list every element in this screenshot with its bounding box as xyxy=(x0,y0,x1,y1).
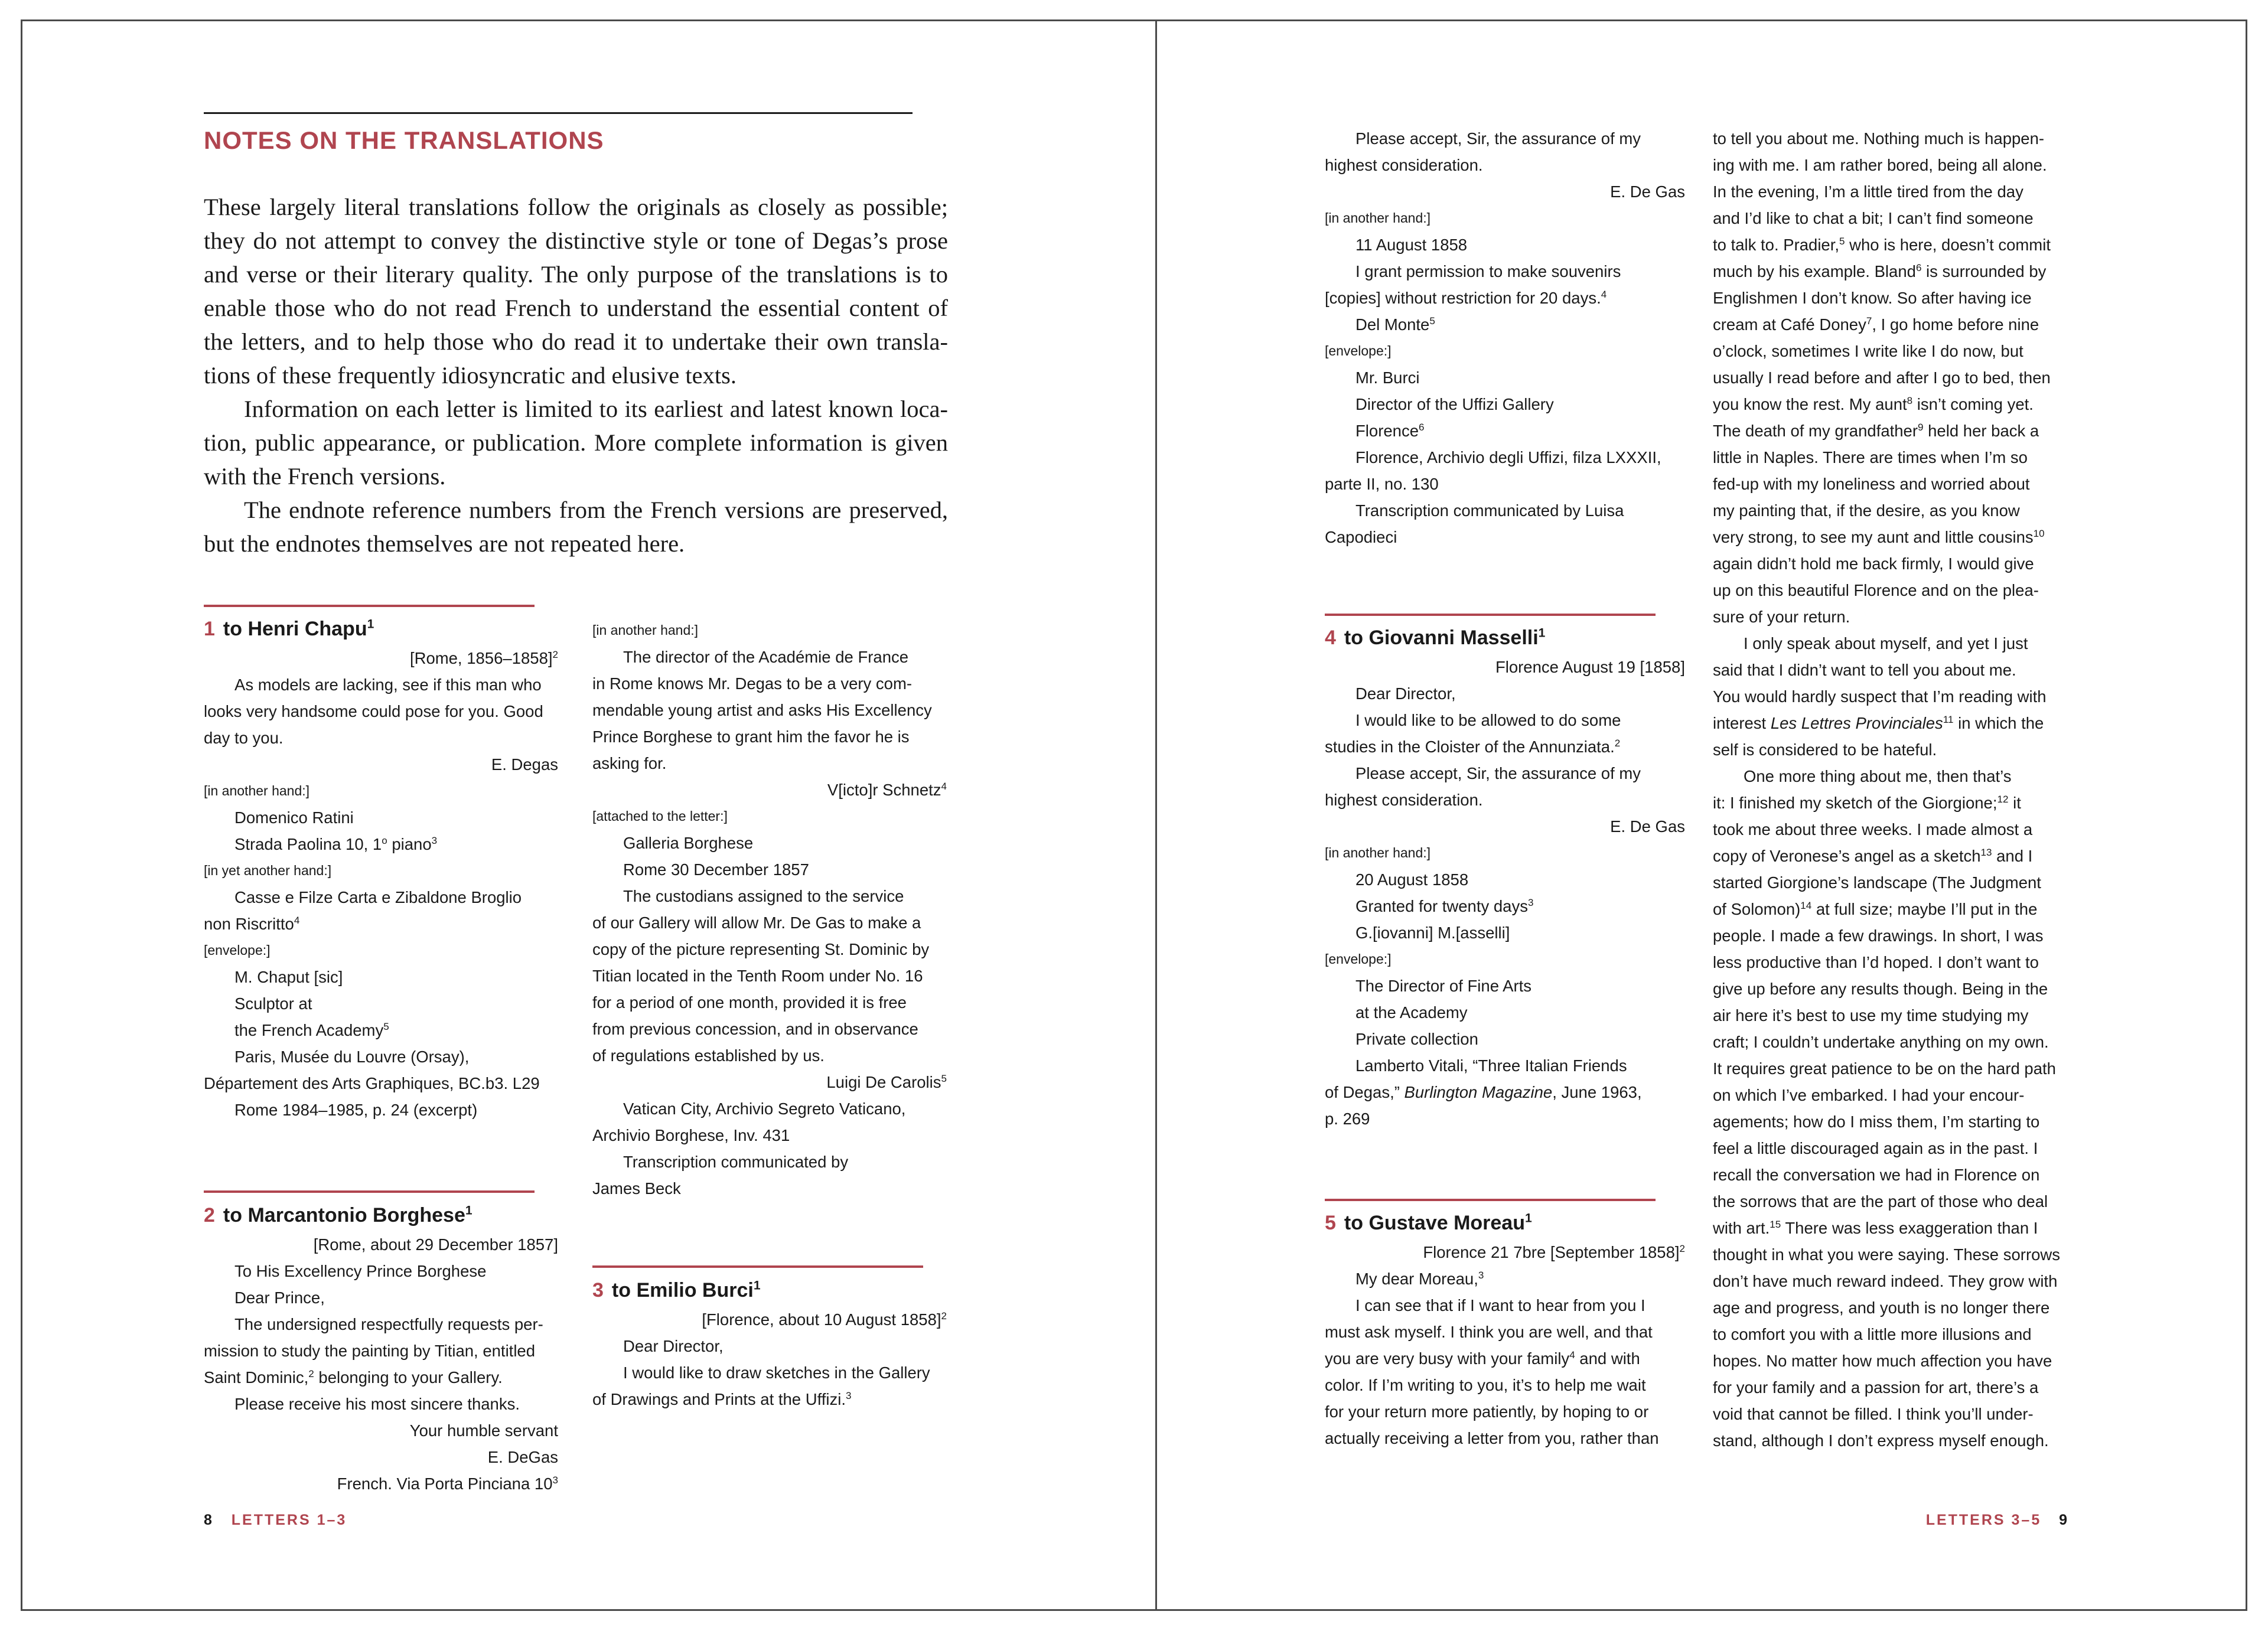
text-line: The custodians assigned to the service xyxy=(623,887,904,905)
text-line: to tell you about me. Nothing much is happen- xyxy=(1713,129,2045,148)
text-line xyxy=(1713,231,2079,258)
endnote-ref: 5 xyxy=(1839,235,1845,247)
text-line xyxy=(1325,311,1685,338)
letter-number: 3 xyxy=(592,1279,604,1301)
text-part: Saint Dominic, xyxy=(204,1368,309,1387)
text-line xyxy=(204,1364,558,1391)
endnote-ref: 12 xyxy=(1997,793,2009,805)
text-line: air here it’s best to use my time studying my xyxy=(1713,1006,2029,1025)
text-line xyxy=(1713,311,2079,338)
text-line: Rome 30 December 1857 xyxy=(623,860,809,879)
text-line: of regulations established by us. xyxy=(592,1046,825,1065)
text-line: James Beck xyxy=(592,1179,681,1198)
text-line: actually receiving a letter from you, rather than xyxy=(1325,1429,1659,1447)
gutter-divider xyxy=(1155,21,1157,1609)
text-line: don’t have much reward indeed. They grow with xyxy=(1713,1272,2058,1290)
text-part: you are very busy with your family xyxy=(1325,1349,1570,1368)
endnote-ref: 8 xyxy=(1907,394,1913,406)
left-footer xyxy=(204,1512,347,1529)
text-line: on which I’ve embarked. I had your encour- xyxy=(1713,1086,2025,1104)
text-part: isn’t coming yet. xyxy=(1912,395,2034,413)
text-line: Dear Director, xyxy=(1355,684,1456,703)
text-line: The director of the Académie de France xyxy=(623,648,909,666)
text-line xyxy=(204,831,558,857)
text-line: I can see that if I want to hear from you I xyxy=(1355,1296,1645,1314)
signature: E. De Gas xyxy=(1610,817,1685,836)
text-line: Please accept, Sir, the assurance of my xyxy=(1355,764,1641,782)
title-rule xyxy=(204,112,913,114)
letter-number: 5 xyxy=(1325,1212,1336,1234)
text-part: at full size; maybe I’ll put in the xyxy=(1811,900,2038,918)
text-line xyxy=(1713,391,2079,417)
text-line: 20 August 1858 xyxy=(1355,870,1469,889)
text-line: Private collection xyxy=(1355,1030,1478,1048)
endnote-ref: 15 xyxy=(1770,1218,1781,1230)
text-line xyxy=(1325,1079,1685,1105)
endnote-ref: 1 xyxy=(1525,1211,1532,1225)
text-line: self is considered to be hateful. xyxy=(1713,741,1937,759)
text-line: copy of the picture representing St. Dominic by xyxy=(592,940,930,958)
text-line: at the Academy xyxy=(1355,1003,1468,1022)
text-line: mission to study the painting by Titian, entitled xyxy=(204,1342,536,1360)
endnote-ref: 1 xyxy=(465,1203,472,1218)
text-part: Luigi De Carolis xyxy=(826,1073,941,1091)
text-line: again didn’t hold me back firmly, I would give xyxy=(1713,554,2034,573)
letter-date: [Rome, about 29 December 1857] xyxy=(313,1235,558,1254)
running-footer: LETTERS 3–5 xyxy=(1925,1512,2042,1528)
text-line: fed-up with my loneliness and worried about xyxy=(1713,475,2030,493)
text-line: recall the conversation we had in Florence on xyxy=(1713,1166,2040,1184)
text-line: Dear Director, xyxy=(623,1337,724,1355)
text-part: piano xyxy=(387,835,432,853)
signature: E. DeGas xyxy=(487,1448,558,1466)
text-part: it: I finished my sketch of the Giorgione; xyxy=(1713,794,1997,812)
text-part: [copies] without restriction for 20 days. xyxy=(1325,289,1601,307)
text-part: of Solomon) xyxy=(1713,900,1801,918)
page-number: 9 xyxy=(2059,1512,2069,1528)
letter-1-heading xyxy=(204,614,558,644)
text-line: In the evening, I’m a little tired from the day xyxy=(1713,182,2023,201)
text-line: in Rome knows Mr. Degas to be a very com- xyxy=(592,674,913,693)
text-line: Galleria Borghese xyxy=(623,834,754,852)
letter-5-heading xyxy=(1325,1208,1685,1238)
intro-text xyxy=(204,190,948,560)
endnote-ref: 4 xyxy=(941,780,947,792)
letter-recipient: to Henri Chapu xyxy=(223,618,367,640)
signature xyxy=(592,777,947,803)
text-line: p. 269 xyxy=(1325,1110,1370,1128)
endnote-ref: 11 xyxy=(1943,713,1954,725)
text-line: mendable young artist and asks His Excellency xyxy=(592,701,932,719)
text-part: Florence xyxy=(1355,422,1419,440)
letter-recipient: to Marcantonio Borghese xyxy=(223,1204,465,1226)
endnote-ref: 2 xyxy=(1679,1242,1685,1254)
text-line: said that I didn’t want to tell you about me. xyxy=(1713,661,2016,679)
editorial-note: [in another hand:] xyxy=(1325,845,1431,860)
endnote-ref: 4 xyxy=(1569,1349,1575,1361)
text-line: G.[iovanni] M.[asselli] xyxy=(1355,924,1510,942)
letter-2-rule xyxy=(204,1190,535,1193)
text-part: French. Via Porta Pinciana 10 xyxy=(337,1475,553,1493)
text-line: As models are lacking, see if this man who xyxy=(234,676,542,694)
text-line: highest consideration. xyxy=(1325,156,1483,174)
letter-5-continued xyxy=(1713,125,2079,1454)
text-part: cream at Café Doney xyxy=(1713,315,1866,334)
text-part: in which the xyxy=(1953,714,2044,732)
text-part: The death of my grandfather xyxy=(1713,422,1918,440)
text-part: Strada Paolina 10, 1 xyxy=(234,835,382,853)
text-line: Paris, Musée du Louvre (Orsay), xyxy=(234,1048,470,1066)
text-line: void that cannot be filled. I think you’ll under- xyxy=(1713,1405,2034,1423)
intro-paragraph-2: Information on each letter is limited to its earliest and latest known location, public appearance, or publication. More complete information is given with the French versions. xyxy=(204,396,948,490)
text-line: Capodieci xyxy=(1325,528,1397,546)
text-part: non Riscritto xyxy=(204,915,294,933)
text-line xyxy=(1713,524,2079,550)
text-line: Titian located in the Tenth Room under No. 16 xyxy=(592,967,923,985)
text-part: much by his example. Bland xyxy=(1713,262,1916,280)
endnote-ref: 13 xyxy=(1980,846,1992,858)
text-line xyxy=(1713,843,2079,869)
text-line xyxy=(1713,790,2079,816)
text-part: copy of Veronese’s angel as a sketch xyxy=(1713,847,1981,865)
text-line: I would like to draw sketches in the Gallery xyxy=(623,1363,930,1382)
text-line: I only speak about myself, and yet I just xyxy=(1744,634,2028,653)
text-line: Mr. Burci xyxy=(1355,368,1420,387)
text-part: Granted for twenty days xyxy=(1355,897,1528,915)
right-footer xyxy=(1926,1512,2069,1529)
text-part: V[icto]r Schnetz xyxy=(827,781,941,799)
text-line: thought in what you were saying. These sorrows xyxy=(1713,1245,2061,1264)
letter-2 xyxy=(204,1201,558,1497)
text-line: to comfort you with a little more illusions and xyxy=(1713,1325,2032,1343)
text-line: of our Gallery will allow Mr. De Gas to make a xyxy=(592,914,921,932)
editorial-note: [attached to the letter:] xyxy=(592,808,728,824)
text-line: sure of your return. xyxy=(1713,608,1850,626)
text-line: Casse e Filze Carta e Zibaldone Broglio xyxy=(234,888,522,906)
text-line: must ask myself. I think you are well, and that xyxy=(1325,1323,1653,1341)
text-line: Please receive his most sincere thanks. xyxy=(234,1395,520,1413)
text-line: and I’d like to chat a bit; I can’t find someone xyxy=(1713,209,2034,227)
text-line: ing with me. I am rather bored, being all alone. xyxy=(1713,156,2047,174)
text-line xyxy=(1713,417,2079,444)
letter-5-rule xyxy=(1325,1199,1656,1201)
text-line: little in Naples. There are times when I’m so xyxy=(1713,448,2028,467)
text-line: I grant permission to make souvenirs xyxy=(1355,262,1621,280)
text-line: looks very handsome could pose for you. Good xyxy=(204,702,543,720)
endnote-ref: 6 xyxy=(1419,421,1425,433)
letter-number: 2 xyxy=(204,1204,215,1226)
endnote-ref: 1 xyxy=(753,1278,761,1293)
text-line xyxy=(1713,896,2079,922)
text-line: Transcription communicated by Luisa xyxy=(1355,501,1624,520)
text-line: age and progress, and youth is no longer there xyxy=(1713,1299,2050,1317)
endnote-ref: 3 xyxy=(1527,896,1534,908)
text-line: the sorrows that are the part of those who deal xyxy=(1713,1192,2048,1211)
text-line: You would hardly suspect that I’m reading with xyxy=(1713,687,2047,706)
letter-3 xyxy=(592,1276,947,1413)
letter-date xyxy=(592,1306,947,1333)
endnote-ref: 3 xyxy=(431,834,438,846)
letter-date: Florence August 19 [1858] xyxy=(1495,658,1685,676)
editorial-note: [in another hand:] xyxy=(1325,210,1431,226)
text-line: stand, although I don’t express myself enough. xyxy=(1713,1431,2049,1450)
editorial-note: [envelope:] xyxy=(1325,343,1392,358)
text-part: interest xyxy=(1713,714,1771,732)
text-line: my painting that, if the desire, as you know xyxy=(1713,501,2020,520)
page-title: NOTES ON THE TRANSLATIONS xyxy=(204,126,604,154)
endnote-ref: 2 xyxy=(552,648,558,660)
endnote-ref: 3 xyxy=(846,1389,852,1401)
text-line: craft; I couldn’t undertake anything on my own. xyxy=(1713,1033,2049,1051)
endnote-ref: 7 xyxy=(1866,315,1872,327)
editorial-note: [envelope:] xyxy=(204,942,271,958)
text-line xyxy=(592,1386,947,1413)
text-line: hopes. No matter how much affection you have xyxy=(1713,1352,2052,1370)
page-number: 8 xyxy=(204,1512,214,1528)
endnote-ref: 2 xyxy=(1614,737,1621,749)
letter-3-continued xyxy=(1325,125,1685,550)
text-line xyxy=(1713,710,2079,736)
text-line: highest consideration. xyxy=(1325,791,1483,809)
letter-3-rule xyxy=(592,1265,923,1268)
endnote-ref: 14 xyxy=(1800,899,1812,911)
letter-4-rule xyxy=(1325,614,1656,616)
text-line: o’clock, sometimes I write like I do now, but xyxy=(1713,342,2023,360)
text-line: Domenico Ratini xyxy=(234,808,354,827)
endnote-ref: 2 xyxy=(308,1368,314,1379)
letter-number: 1 xyxy=(204,618,215,640)
text-line: Département des Arts Graphiques, BC.b3. L29 xyxy=(204,1074,540,1092)
text-line: agements; how do I miss them, I’m starting to xyxy=(1713,1113,2040,1131)
text-line: Sculptor at xyxy=(234,994,312,1013)
letter-recipient: to Emilio Burci xyxy=(611,1279,754,1301)
endnote-ref: 4 xyxy=(1601,288,1607,300)
text-line: One more thing about me, then that’s xyxy=(1744,767,2012,785)
text-line xyxy=(1325,1265,1685,1292)
text-line: Lamberto Vitali, “Three Italian Friends xyxy=(1355,1056,1627,1075)
text-line xyxy=(1325,733,1685,760)
endnote-ref: 4 xyxy=(294,914,300,926)
text-line: Director of the Uffizi Gallery xyxy=(1355,395,1554,413)
journal-title: Burlington Magazine xyxy=(1404,1083,1553,1101)
text-line xyxy=(1325,1345,1685,1372)
text-line: Prince Borghese to grant him the favor he is xyxy=(592,728,910,746)
endnote-ref: 2 xyxy=(941,1310,947,1322)
text-line: color. If I’m writing to you, it’s to help me wait xyxy=(1325,1376,1646,1394)
endnote-ref: 9 xyxy=(1918,421,1924,433)
signature: E. Degas xyxy=(491,755,558,774)
text-part: There was less exaggeration than I xyxy=(1781,1219,2038,1237)
date-text: [Rome, 1856–1858] xyxy=(409,649,553,667)
text-line: for your family and a passion for art, there’s a xyxy=(1713,1378,2039,1397)
text-line: for your return more patiently, by hoping to or xyxy=(1325,1402,1649,1421)
text-part: [Florence, about 10 August 1858] xyxy=(702,1310,941,1329)
text-line: started Giorgione’s landscape (The Judgment xyxy=(1713,873,2041,892)
letter-recipient: to Giovanni Masselli xyxy=(1344,627,1539,649)
endnote-ref: 5 xyxy=(1429,315,1435,327)
text-part: of Degas,” xyxy=(1325,1083,1405,1101)
superscript: o xyxy=(382,834,387,846)
endnote-ref: 10 xyxy=(2033,527,2045,539)
intro-paragraph-1: These largely literal translations follow the originals as closely as possible; they do not attempt to convey the distinctive style or tone of Degas’s prose and verse or their literary quality. The only purpose of the translations is to enable those who do not read French to understand the essential content of the letters, and to help those who do read it to undertake their own translations of these frequently idiosyncratic and elusive texts. xyxy=(204,194,948,389)
text-part: who is here, doesn’t commit xyxy=(1845,236,2051,254)
text-part: to talk to. Pradier, xyxy=(1713,236,1839,254)
text-part: , I go home before nine xyxy=(1872,315,2039,334)
text-part: and with xyxy=(1575,1349,1640,1368)
text-part: held her back a xyxy=(1923,422,2039,440)
text-part: with art. xyxy=(1713,1219,1770,1237)
text-line xyxy=(204,1017,558,1043)
text-part: Florence 21 7bre [September 1858] xyxy=(1423,1243,1680,1261)
text-part: studies in the Cloister of the Annunziata. xyxy=(1325,738,1615,756)
text-part: it xyxy=(2008,794,2021,812)
letter-1 xyxy=(204,614,558,1123)
letter-number: 4 xyxy=(1325,627,1336,649)
text-line: M. Chaput [sic] xyxy=(234,968,343,986)
text-line xyxy=(1325,893,1685,919)
text-line xyxy=(1713,258,2079,285)
letter-4 xyxy=(1325,623,1685,1132)
text-part: is surrounded by xyxy=(1921,262,2047,280)
text-part: Del Monte xyxy=(1355,315,1430,334)
text-line: Transcription communicated by xyxy=(623,1153,849,1171)
text-line: To His Excellency Prince Borghese xyxy=(234,1262,487,1280)
endnote-ref: 5 xyxy=(383,1020,389,1032)
text-part: the French Academy xyxy=(234,1021,384,1039)
running-footer: LETTERS 1–3 xyxy=(231,1512,347,1528)
text-line: Englishmen I don’t know. So after having ice xyxy=(1713,289,2032,307)
endnote-ref: 1 xyxy=(1538,626,1546,640)
text-line: up on this beautiful Florence and on the plea- xyxy=(1713,581,2039,599)
text-line xyxy=(204,911,558,937)
intro-paragraph-3: The endnote reference numbers from the French versions are preserved, but the endnotes themselves are not repeated here. xyxy=(204,497,948,557)
text-line: 11 August 1858 xyxy=(1355,236,1468,254)
text-line: from previous concession, and in observance xyxy=(592,1020,918,1038)
letter-2-heading xyxy=(204,1201,558,1230)
letter-1-rule xyxy=(204,605,535,607)
text-line: for a period of one month, provided it is free xyxy=(592,993,907,1012)
text-line: The undersigned respectfully requests per- xyxy=(234,1315,543,1333)
text-part: you know the rest. My aunt xyxy=(1713,395,1907,413)
editorial-note: [envelope:] xyxy=(1325,951,1392,967)
letter-3-heading xyxy=(592,1276,947,1305)
endnote-ref: 6 xyxy=(1915,262,1922,273)
signature xyxy=(592,1069,947,1095)
endnote-ref: 3 xyxy=(552,1474,558,1486)
closing: Your humble servant xyxy=(409,1421,558,1440)
text-line xyxy=(1325,417,1685,444)
letter-recipient: to Gustave Moreau xyxy=(1344,1212,1525,1234)
letter-5 xyxy=(1325,1208,1685,1451)
text-line: parte II, no. 130 xyxy=(1325,475,1439,493)
letter-date xyxy=(204,645,558,671)
editorial-note: [in another hand:] xyxy=(204,783,310,798)
text-line: I would like to be allowed to do some xyxy=(1355,711,1621,729)
text-part: , June 1963, xyxy=(1552,1083,1642,1101)
text-line xyxy=(1325,285,1685,311)
signature: E. De Gas xyxy=(1610,182,1685,201)
text-line: people. I made a few drawings. In short, I was xyxy=(1713,927,2044,945)
text-line: Archivio Borghese, Inv. 431 xyxy=(592,1126,790,1144)
editorial-note: [in another hand:] xyxy=(592,622,699,638)
text-line: give up before any results though. Being in the xyxy=(1713,980,2048,998)
endnote-ref: 1 xyxy=(367,617,374,631)
text-line: Please accept, Sir, the assurance of my xyxy=(1355,129,1641,148)
text-line: Vatican City, Archivio Segreto Vaticano, xyxy=(623,1100,906,1118)
text-line: day to you. xyxy=(204,729,284,747)
letter-1-continued xyxy=(592,617,947,1202)
text-line: usually I read before and after I go to bed, then xyxy=(1713,368,2051,387)
text-line: Florence, Archivio degli Uffizi, filza LXXXII, xyxy=(1355,448,1661,467)
address xyxy=(204,1470,558,1497)
text-line: The Director of Fine Arts xyxy=(1355,977,1532,995)
text-line: asking for. xyxy=(592,754,667,772)
letter-date xyxy=(1325,1239,1685,1265)
text-part: of Drawings and Prints at the Uffizi. xyxy=(592,1390,846,1408)
book-title: Les Lettres Provinciales xyxy=(1770,714,1943,732)
text-part: My dear Moreau, xyxy=(1355,1270,1478,1288)
text-line: feel a little discouraged again as in the past. I xyxy=(1713,1139,2038,1157)
text-line: It requires great patience to be on the hard path xyxy=(1713,1059,2056,1078)
letter-4-heading xyxy=(1325,623,1685,653)
text-line: Dear Prince, xyxy=(234,1289,325,1307)
text-line: Rome 1984–1985, p. 24 (excerpt) xyxy=(234,1101,478,1119)
text-part: very strong, to see my aunt and little cousins xyxy=(1713,528,2034,546)
text-part: belonging to your Gallery. xyxy=(314,1368,503,1387)
text-line: took me about three weeks. I made almost a xyxy=(1713,820,2033,839)
text-line: less productive than I’d hoped. I don’t want to xyxy=(1713,953,2039,971)
text-line xyxy=(1713,1215,2079,1241)
editorial-note: [in yet another hand:] xyxy=(204,863,332,878)
endnote-ref: 5 xyxy=(941,1072,947,1084)
text-part: and I xyxy=(1992,847,2033,865)
endnote-ref: 3 xyxy=(1478,1269,1484,1281)
